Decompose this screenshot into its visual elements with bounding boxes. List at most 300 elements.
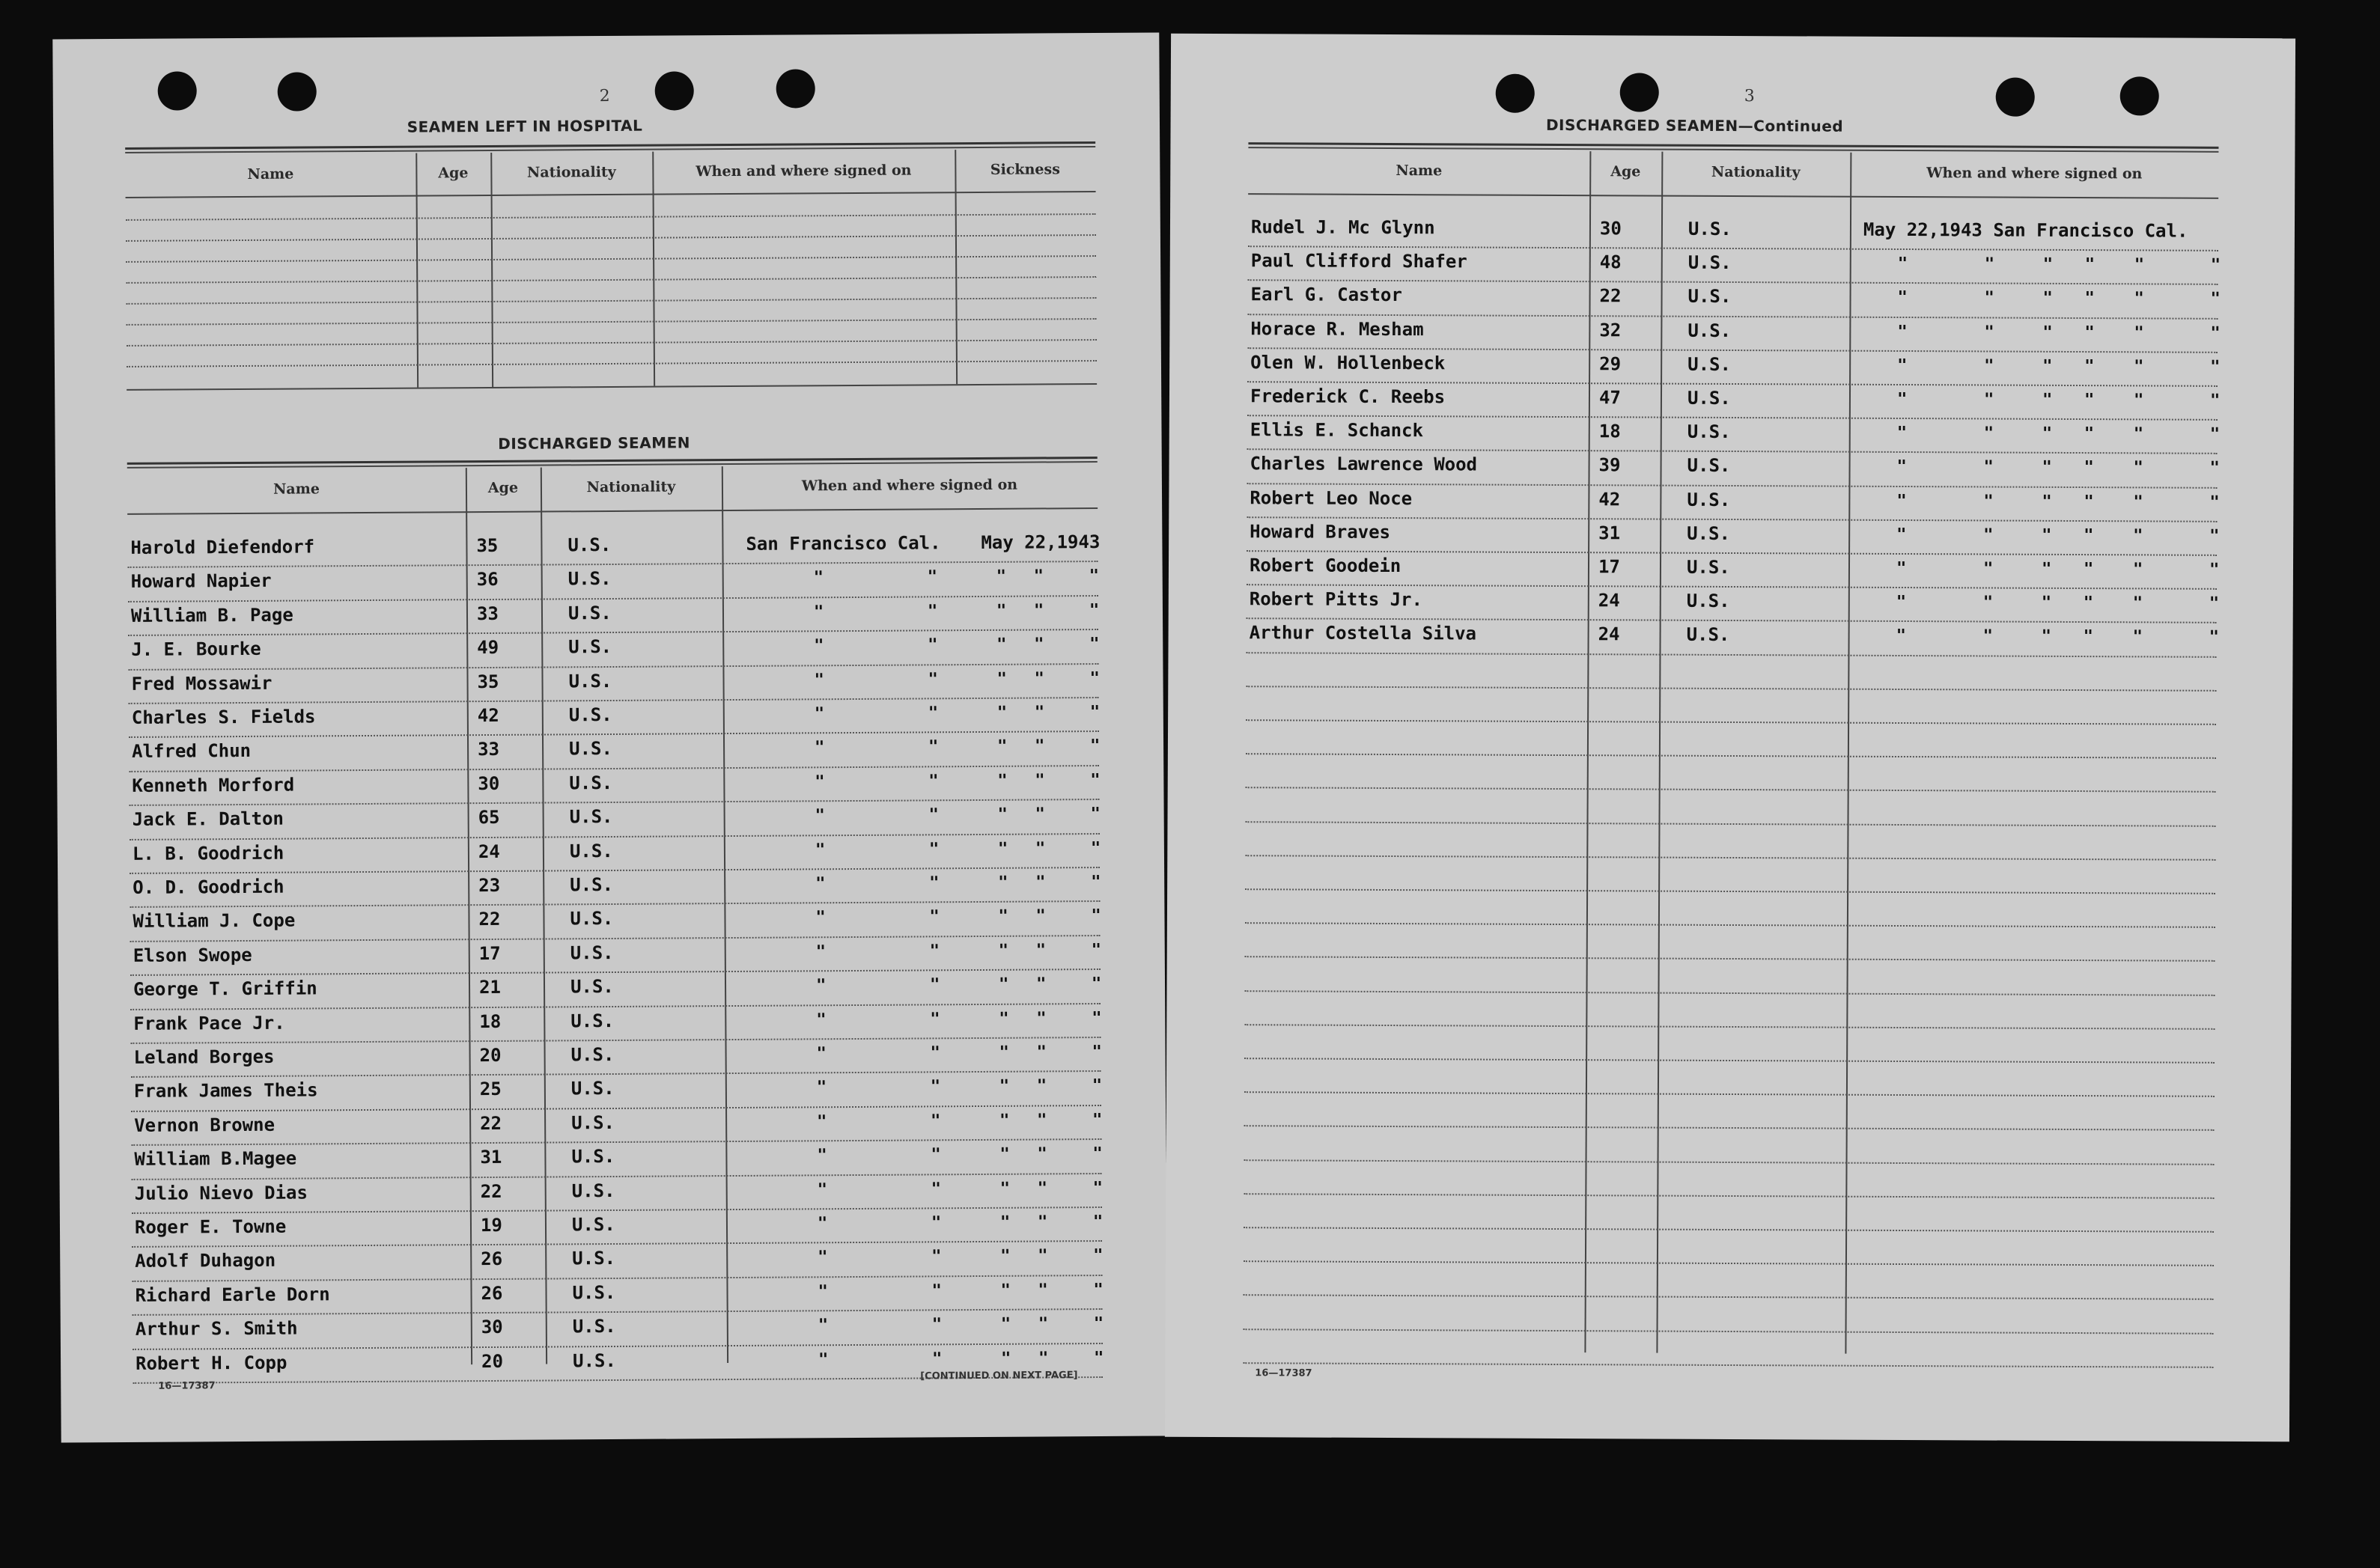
ditto-mark: " xyxy=(1035,771,1045,790)
seaman-name: Frank Pace Jr. xyxy=(133,1012,285,1034)
column-header: Nationality xyxy=(586,478,676,496)
section-rule xyxy=(127,457,1098,469)
ditto-mark: " xyxy=(997,737,1008,757)
ditto-mark: " xyxy=(997,771,1008,790)
seaman-name: Howard Braves xyxy=(1250,520,1391,543)
ditto-mark: " xyxy=(815,806,825,826)
ditto-mark: " xyxy=(2084,525,2094,545)
seaman-age: 42 xyxy=(477,704,499,727)
column-divider xyxy=(1584,151,1591,1352)
ditto-mark: " xyxy=(1035,906,1046,926)
column-header: Sickness xyxy=(990,161,1060,178)
discharged-section-title: DISCHARGED SEAMEN xyxy=(498,433,691,453)
row-line xyxy=(1245,821,2215,827)
row-line xyxy=(127,360,1097,367)
ditto-mark: " xyxy=(1093,1348,1104,1367)
ditto-mark: " xyxy=(1036,1076,1047,1096)
seaman-nationality: U.S. xyxy=(1687,218,1732,240)
column-header: Age xyxy=(438,165,469,182)
seaman-age: 31 xyxy=(1598,522,1621,544)
ditto-mark: " xyxy=(815,840,826,859)
ditto-mark: " xyxy=(2210,323,2221,343)
seaman-nationality: U.S. xyxy=(1687,387,1731,409)
column-divider xyxy=(416,153,419,388)
ditto-mark: " xyxy=(2084,255,2096,275)
ditto-mark: " xyxy=(2132,560,2143,579)
ditto-mark: " xyxy=(1037,1212,1048,1232)
ditto-mark: " xyxy=(2133,458,2143,478)
row-line xyxy=(1243,1362,2213,1368)
seaman-age: 18 xyxy=(1598,421,1621,442)
seaman-age: 26 xyxy=(481,1248,503,1270)
ditto-mark: " xyxy=(2133,526,2143,546)
ditto-mark: " xyxy=(928,737,939,757)
row-line xyxy=(1247,516,2217,522)
seaman-name: Charles S. Fields xyxy=(131,706,316,728)
ditto-mark: " xyxy=(1037,1179,1048,1198)
ditto-mark: " xyxy=(2042,458,2052,478)
row-line xyxy=(129,765,1099,772)
ditto-mark: " xyxy=(930,1043,940,1063)
row-line xyxy=(1245,957,2215,963)
ditto-mark: " xyxy=(1896,491,1907,510)
seaman-name: Rudel J. Mc Glynn xyxy=(1250,216,1435,239)
seaman-name: Julio Nievo Dias xyxy=(134,1182,308,1204)
seaman-nationality: U.S. xyxy=(1687,455,1731,477)
ditto-mark: " xyxy=(2210,290,2221,309)
header-rule xyxy=(127,507,1098,515)
left-page xyxy=(52,33,1167,1443)
row-line xyxy=(129,730,1099,738)
seaman-nationality: U.S. xyxy=(1687,320,1732,341)
ditto-mark: " xyxy=(2083,594,2094,613)
ditto-mark: " xyxy=(1038,1246,1048,1266)
ditto-mark: " xyxy=(2209,594,2220,614)
seaman-age: 48 xyxy=(1599,251,1622,273)
ditto-mark: " xyxy=(2084,492,2094,511)
signed-on: May 22,1943 xyxy=(981,531,1101,553)
seaman-name: Harold Diefendorf xyxy=(130,536,315,558)
column-divider xyxy=(722,466,728,1363)
seaman-nationality: U.S. xyxy=(571,1180,615,1201)
seaman-age: 39 xyxy=(1598,454,1621,476)
column-header: Age xyxy=(1610,163,1641,180)
ditto-mark: " xyxy=(998,907,1008,927)
row-line xyxy=(133,1308,1103,1316)
ditto-mark: " xyxy=(2042,492,2052,511)
column-header: Name xyxy=(1396,162,1443,180)
ditto-mark: " xyxy=(999,1179,1011,1198)
seaman-nationality: U.S. xyxy=(572,1281,616,1304)
ditto-mark: " xyxy=(1896,424,1908,443)
seaman-nationality: U.S. xyxy=(1687,353,1732,375)
ditto-mark: " xyxy=(2133,424,2144,444)
seaman-nationality: U.S. xyxy=(572,1349,616,1371)
seaman-nationality: U.S. xyxy=(569,806,613,828)
row-line xyxy=(1244,1328,2214,1334)
form-number: 16—17387 xyxy=(158,1380,216,1392)
ditto-mark: " xyxy=(928,839,940,858)
ditto-mark: " xyxy=(929,873,940,893)
row-line xyxy=(1246,719,2216,725)
row-line xyxy=(1245,922,2215,928)
ditto-mark: " xyxy=(1033,567,1044,586)
right-page xyxy=(1165,34,2295,1442)
ditto-mark: " xyxy=(2084,391,2095,410)
seaman-nationality: U.S. xyxy=(1686,590,1730,612)
seaman-name: Ellis E. Schanck xyxy=(1250,419,1424,442)
ditto-mark: " xyxy=(1091,974,1102,994)
ditto-mark: " xyxy=(2084,289,2095,308)
ditto-mark: " xyxy=(998,941,1009,960)
ditto-mark: " xyxy=(1983,525,1994,545)
column-header: Nationality xyxy=(526,163,616,181)
ditto-mark: " xyxy=(815,976,827,995)
ditto-mark: " xyxy=(1000,1247,1011,1266)
ditto-mark: " xyxy=(999,1043,1009,1062)
ditto-mark: " xyxy=(1091,906,1101,926)
row-line xyxy=(1246,787,2216,793)
ditto-mark: " xyxy=(2042,390,2053,409)
row-line xyxy=(1244,1193,2214,1199)
seaman-age: 65 xyxy=(478,807,500,829)
seaman-nationality: U.S. xyxy=(570,908,614,930)
ditto-mark: " xyxy=(931,1247,942,1266)
ditto-mark: " xyxy=(2042,424,2053,444)
ditto-mark: " xyxy=(1036,1009,1047,1028)
ditto-mark: " xyxy=(2134,255,2145,275)
header-rule xyxy=(126,191,1096,198)
ditto-mark: " xyxy=(1035,941,1047,960)
ditto-mark: " xyxy=(2042,356,2053,376)
seaman-name: Elson Swope xyxy=(133,944,252,966)
row-line xyxy=(129,697,1099,704)
ditto-mark: " xyxy=(931,1281,942,1301)
seaman-age: 17 xyxy=(1598,556,1620,578)
row-line xyxy=(126,276,1096,284)
row-line xyxy=(128,663,1098,671)
ditto-mark: " xyxy=(1090,838,1101,858)
ditto-mark: " xyxy=(1035,736,1045,756)
ditto-mark: " xyxy=(1034,703,1045,722)
column-header: Nationality xyxy=(1711,163,1801,181)
seaman-name: Arthur Costella Silva xyxy=(1249,622,1477,644)
ditto-mark: " xyxy=(2133,391,2144,410)
row-line xyxy=(1245,855,2215,861)
ditto-mark: " xyxy=(930,1077,941,1096)
ditto-mark: " xyxy=(1983,424,1994,443)
column-divider xyxy=(490,153,493,387)
ditto-mark: " xyxy=(1896,389,1908,409)
ditto-mark: " xyxy=(1984,356,1994,376)
seaman-age: 33 xyxy=(476,603,499,624)
signed-on: San Francisco Cal. xyxy=(746,532,941,555)
seaman-age: 26 xyxy=(481,1282,503,1304)
ditto-mark: " xyxy=(1090,736,1101,756)
ditto-mark: " xyxy=(1093,1280,1104,1299)
page-number: 2 xyxy=(599,86,610,106)
column-header: When and where signed on xyxy=(1926,165,2143,183)
ditto-mark: " xyxy=(1090,805,1101,824)
column-divider xyxy=(955,150,958,384)
punch-hole xyxy=(776,69,815,108)
ditto-mark: " xyxy=(1091,873,1101,892)
seaman-name: Charles Lawrence Wood xyxy=(1250,453,1478,475)
ditto-mark: " xyxy=(2083,560,2094,579)
table-bottom-rule xyxy=(127,383,1097,391)
seaman-age: 17 xyxy=(478,942,501,964)
seaman-nationality: U.S. xyxy=(1686,624,1730,646)
ditto-mark: " xyxy=(927,567,938,587)
ditto-mark: " xyxy=(818,1282,828,1302)
ditto-mark: " xyxy=(928,772,939,791)
ditto-mark: " xyxy=(1092,1110,1103,1129)
seaman-age: 30 xyxy=(481,1317,503,1338)
row-line xyxy=(130,867,1100,874)
seaman-name: Frank James Theis xyxy=(133,1079,318,1102)
seaman-nationality: U.S. xyxy=(570,942,614,964)
seaman-name: Robert Pitts Jr. xyxy=(1249,588,1423,611)
seaman-age: 31 xyxy=(480,1147,502,1168)
seaman-age: 33 xyxy=(478,739,500,760)
seaman-age: 30 xyxy=(478,772,500,794)
column-header: When and where signed on xyxy=(801,476,1018,495)
ditto-mark: " xyxy=(929,975,940,995)
seaman-nationality: U.S. xyxy=(567,568,612,590)
ditto-mark: " xyxy=(928,704,939,723)
row-line xyxy=(133,1343,1103,1350)
row-line xyxy=(1244,1260,2214,1266)
ditto-mark: " xyxy=(1035,805,1045,824)
ditto-mark: " xyxy=(1092,1076,1103,1096)
seaman-age: 22 xyxy=(480,1180,502,1202)
seaman-age: 22 xyxy=(480,1112,502,1134)
ditto-mark: " xyxy=(2041,594,2052,613)
seaman-name: Adolf Duhagon xyxy=(135,1250,276,1272)
ditto-mark: " xyxy=(931,1315,943,1334)
seaman-age: 21 xyxy=(478,977,502,998)
seaman-nationality: U.S. xyxy=(569,738,612,760)
seaman-name: Jack E. Dalton xyxy=(132,808,284,831)
ditto-mark: " xyxy=(1984,288,1994,308)
seaman-name: Olen W. Hollenbeck xyxy=(1250,351,1446,374)
row-line xyxy=(132,1173,1102,1180)
ditto-mark: " xyxy=(997,805,1008,825)
punch-hole xyxy=(1496,74,1535,113)
row-line xyxy=(126,213,1096,221)
row-line xyxy=(1245,990,2215,996)
ditto-mark: " xyxy=(1092,1144,1103,1164)
seaman-age: 42 xyxy=(1598,488,1621,510)
ditto-mark: " xyxy=(2042,323,2053,342)
ditto-mark: " xyxy=(1092,1042,1102,1062)
row-line xyxy=(130,799,1100,806)
punch-hole xyxy=(278,72,317,111)
continued-section-title: DISCHARGED SEAMEN—Continued xyxy=(1545,115,1844,135)
seaman-age: 47 xyxy=(1598,387,1621,409)
seaman-age: 30 xyxy=(1599,218,1622,240)
seaman-name: Kenneth Morford xyxy=(132,774,295,796)
seaman-age: 36 xyxy=(476,569,499,591)
seaman-age: 25 xyxy=(479,1079,502,1100)
column-divider xyxy=(652,152,655,386)
ditto-mark: " xyxy=(999,1144,1010,1165)
row-line xyxy=(1244,1024,2215,1030)
punch-hole xyxy=(2120,76,2159,115)
ditto-mark: " xyxy=(1000,1281,1011,1300)
seaman-age: 35 xyxy=(477,671,499,692)
seaman-name: L. B. Goodrich xyxy=(132,842,284,864)
ditto-mark: " xyxy=(928,635,938,655)
ditto-mark: " xyxy=(1897,288,1908,308)
row-line xyxy=(126,255,1096,263)
ditto-mark: " xyxy=(1896,593,1907,612)
ditto-mark: " xyxy=(1982,559,1994,579)
punch-hole xyxy=(655,71,694,110)
ditto-mark: " xyxy=(996,635,1007,655)
ditto-mark: " xyxy=(932,1349,943,1368)
row-line xyxy=(126,297,1096,305)
page-number: 3 xyxy=(1744,87,1755,106)
seaman-nationality: U.S. xyxy=(1687,251,1732,274)
row-line xyxy=(130,833,1100,841)
seaman-name: Frederick C. Reebs xyxy=(1250,385,1446,408)
seaman-name: Leland Borges xyxy=(133,1046,275,1068)
ditto-mark: " xyxy=(1091,940,1102,960)
ditto-mark: " xyxy=(813,568,824,588)
seaman-nationality: U.S. xyxy=(570,1043,615,1066)
seaman-nationality: U.S. xyxy=(567,534,612,556)
punch-hole xyxy=(1996,78,2035,117)
ditto-mark: " xyxy=(813,603,824,622)
ditto-mark: " xyxy=(1037,1111,1047,1130)
ditto-mark: " xyxy=(928,805,939,825)
seaman-name: Robert Leo Noce xyxy=(1250,486,1413,509)
seaman-age: 29 xyxy=(1599,353,1622,375)
ditto-mark: " xyxy=(1035,873,1046,892)
column-divider xyxy=(1845,153,1851,1354)
ditto-mark: " xyxy=(1089,668,1100,688)
seaman-name: Richard Earle Dorn xyxy=(135,1284,330,1306)
seaman-age: 22 xyxy=(478,909,501,930)
ditto-mark: " xyxy=(1092,1212,1104,1232)
row-line xyxy=(1246,753,2216,759)
ditto-mark: " xyxy=(2209,526,2220,546)
row-line xyxy=(130,900,1100,908)
ditto-mark: " xyxy=(1090,770,1101,790)
ditto-mark: " xyxy=(1089,703,1101,722)
ditto-mark: " xyxy=(928,669,938,689)
ditto-mark: " xyxy=(2209,459,2220,478)
ditto-mark: " xyxy=(2210,255,2221,275)
ditto-mark: " xyxy=(996,703,1008,722)
punch-hole xyxy=(158,71,197,110)
ditto-mark: " xyxy=(1035,974,1047,994)
ditto-mark: " xyxy=(816,1010,827,1029)
ditto-mark: " xyxy=(2209,391,2221,410)
seaman-nationality: U.S. xyxy=(571,1146,615,1168)
form-number: 16—17387 xyxy=(1255,1367,1312,1379)
ditto-mark: " xyxy=(999,1077,1010,1096)
ditto-mark: " xyxy=(1983,390,1994,409)
ditto-mark: " xyxy=(818,1248,828,1267)
ditto-mark: " xyxy=(817,1112,827,1132)
ditto-mark: " xyxy=(817,1146,827,1165)
row-line xyxy=(1246,686,2216,692)
ditto-mark: " xyxy=(1038,1349,1049,1368)
seaman-nationality: U.S. xyxy=(569,840,613,861)
ditto-mark: " xyxy=(996,601,1007,620)
seaman-nationality: U.S. xyxy=(572,1316,616,1337)
ditto-mark: " xyxy=(1000,1314,1011,1334)
ditto-mark: " xyxy=(1984,254,1995,274)
ditto-mark: " xyxy=(2133,492,2143,511)
ditto-mark: " xyxy=(1896,457,1907,477)
hospital-section-title: SEAMEN LEFT IN HOSPITAL xyxy=(407,116,643,136)
ditto-mark: " xyxy=(816,1078,827,1097)
seaman-nationality: U.S. xyxy=(1686,556,1730,578)
ditto-mark: " xyxy=(1896,525,1907,544)
seaman-name: George T. Griffin xyxy=(133,977,317,1001)
row-line xyxy=(130,1037,1101,1044)
ditto-mark: " xyxy=(1896,626,1906,646)
column-header: Name xyxy=(247,165,294,183)
ditto-mark: " xyxy=(1983,492,1994,511)
ditto-mark: " xyxy=(2210,357,2221,376)
seaman-age: 35 xyxy=(476,534,499,557)
seaman-name: J. E. Bourke xyxy=(131,638,261,661)
row-line xyxy=(128,629,1098,636)
seaman-age: 18 xyxy=(479,1010,502,1032)
ditto-mark: " xyxy=(1982,593,1994,612)
ditto-mark: " xyxy=(2084,458,2094,478)
seaman-name: Fred Mossawir xyxy=(131,672,273,695)
ditto-mark: " xyxy=(1984,323,1994,342)
seaman-age: 22 xyxy=(1599,285,1622,307)
ditto-mark: " xyxy=(1983,457,1994,477)
seaman-name: Arthur S. Smith xyxy=(135,1317,298,1340)
seaman-nationality: U.S. xyxy=(571,1111,615,1134)
seaman-nationality: U.S. xyxy=(569,772,613,794)
row-line xyxy=(131,1070,1101,1078)
ditto-mark: " xyxy=(814,704,825,724)
ditto-mark: " xyxy=(931,1111,941,1131)
header-rule xyxy=(1248,193,2218,199)
ditto-mark: " xyxy=(817,1180,828,1199)
ditto-mark: " xyxy=(931,1213,942,1233)
seaman-nationality: U.S. xyxy=(568,704,612,726)
ditto-mark: " xyxy=(1038,1281,1048,1300)
column-divider xyxy=(541,468,547,1364)
seaman-age: 49 xyxy=(477,637,499,659)
continued-note: [CONTINUED ON NEXT PAGE] xyxy=(920,1370,1078,1382)
ditto-mark: " xyxy=(1092,1178,1104,1198)
ditto-mark: " xyxy=(2084,356,2095,376)
row-line xyxy=(132,1240,1102,1248)
seaman-age: 24 xyxy=(478,841,500,862)
row-line xyxy=(1244,1159,2215,1165)
ditto-mark: " xyxy=(929,907,940,927)
row-line xyxy=(127,339,1097,347)
ditto-mark: " xyxy=(816,1044,827,1064)
seaman-name: Roger E. Towne xyxy=(134,1215,287,1238)
ditto-mark: " xyxy=(997,839,1008,858)
seaman-name: Howard Napier xyxy=(130,570,272,593)
ditto-mark: " xyxy=(999,1212,1011,1232)
seaman-name: Vernon Browne xyxy=(134,1114,276,1136)
ditto-mark: " xyxy=(1035,839,1046,858)
ditto-mark: " xyxy=(931,1145,941,1165)
